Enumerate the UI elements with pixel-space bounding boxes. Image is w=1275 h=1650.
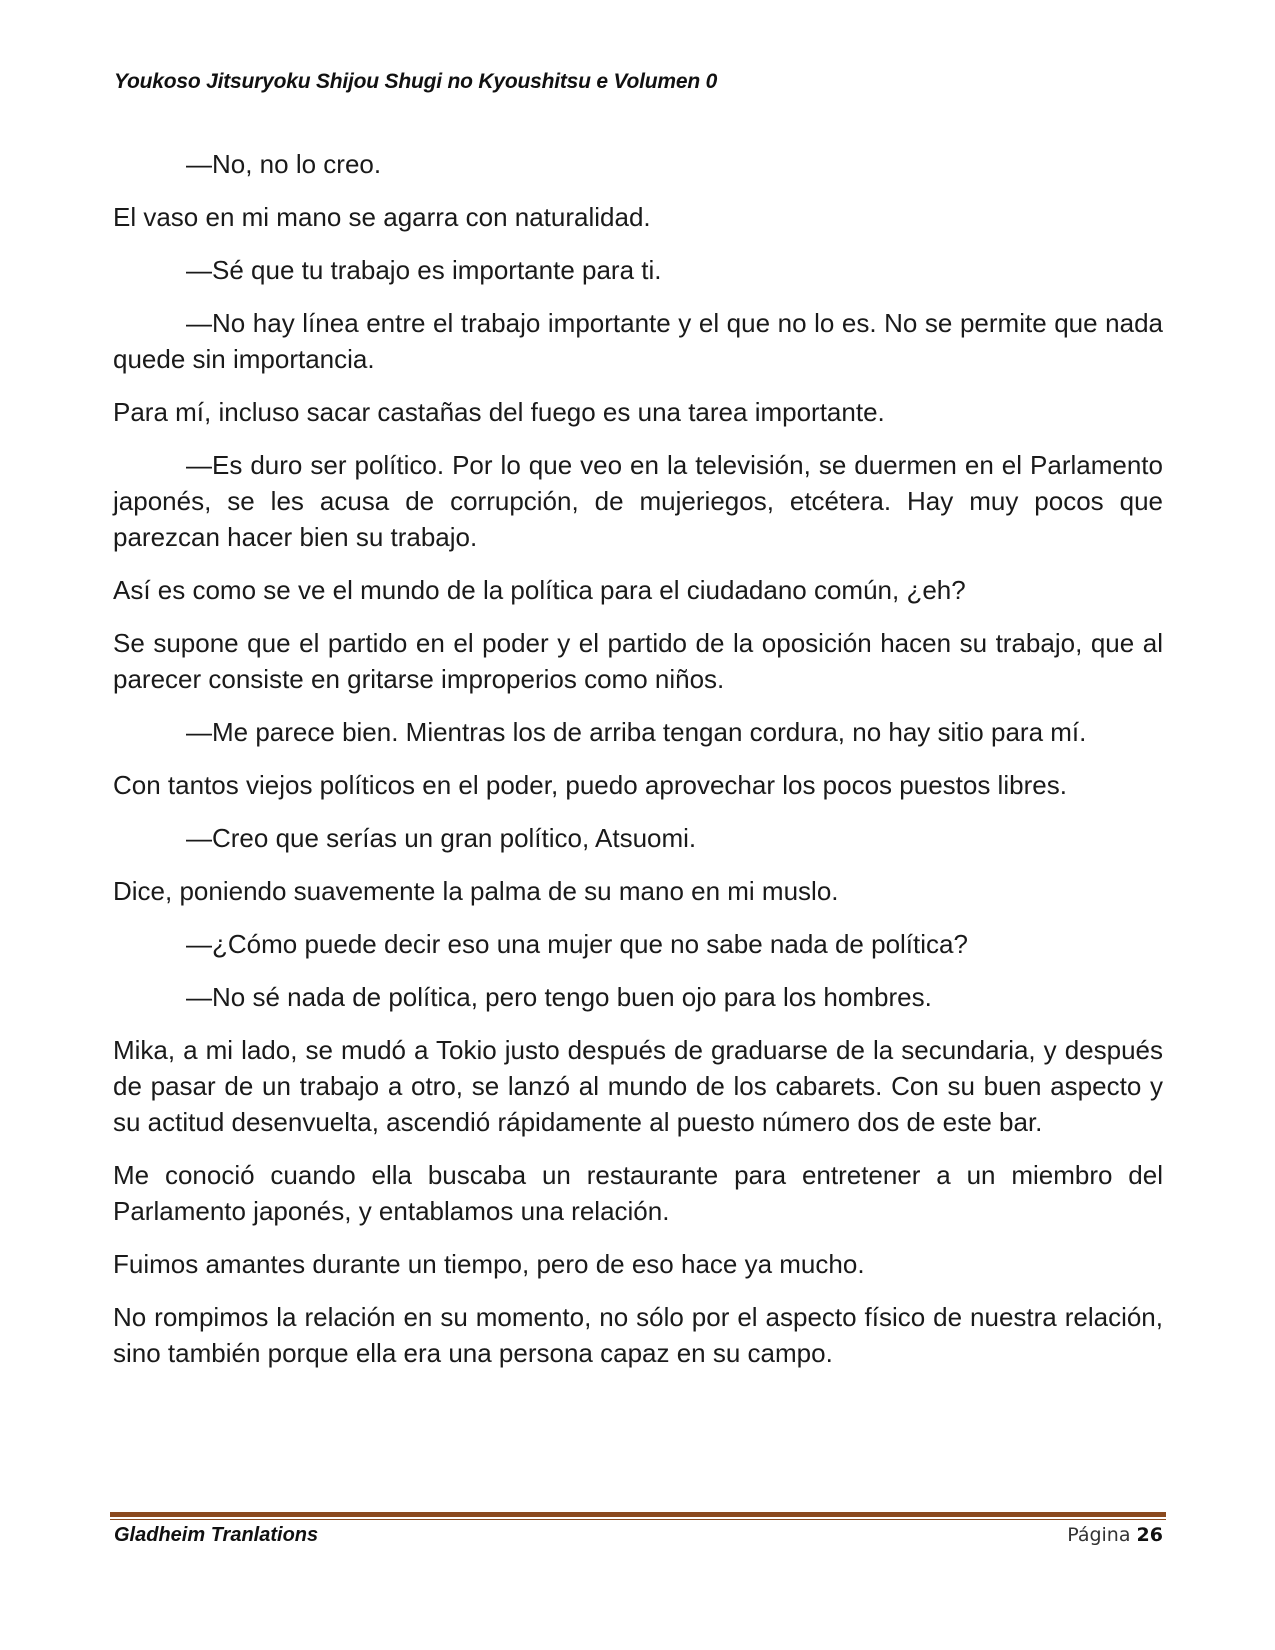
footer-divider-thick [110,1512,1166,1517]
paragraph: Se supone que el partido en el poder y el partido de la oposición hacen su trabajo, que al parecer consiste en gritarse improperios como niños. [113,628,1163,694]
paragraph: El vaso en mi mano se agarra con naturalidad. [113,202,651,232]
paragraph: Con tantos viejos políticos en el poder, puedo aprovechar los pocos puestos libres. [113,770,1067,800]
running-header-title: Youkoso Jitsuryoku Shijou Shugi no Kyoushitsu e Volumen 0 [114,70,718,93]
paragraph: Así es como se ve el mundo de la política para el ciudadano común, ¿eh? [113,575,966,605]
paragraph: Dice, poniendo suavemente la palma de su mano en mi muslo. [113,876,839,906]
paragraph: —No, no lo creo. [186,149,382,179]
paragraph: —¿Cómo puede decir eso una mujer que no sabe nada de política? [186,929,968,959]
paragraph: —Creo que serías un gran político, Atsuomi. [186,823,697,853]
paragraph: No rompimos la relación en su momento, no sólo por el aspecto físico de nuestra relación, sino también porque ella era una persona capaz en su campo. [113,1302,1163,1368]
paragraph: —Me parece bien. Mientras los de arriba tengan cordura, no hay sitio para mí. [186,717,1087,747]
page-number: 26 [1136,1524,1163,1546]
page-label: Página [1067,1524,1131,1546]
footer-divider-thin [110,1519,1166,1520]
paragraph: Fuimos amantes durante un tiempo, pero de eso hace ya mucho. [113,1249,865,1279]
paragraph: Para mí, incluso sacar castañas del fuego es una tarea importante. [113,397,885,427]
paragraph: —Sé que tu trabajo es importante para ti. [186,255,662,285]
paragraph: —No hay línea entre el trabajo importante y el que no lo es. No se permite que nada quede sin importancia. [113,308,1163,374]
page-body [113,146,1163,1388]
footer-divider [110,1512,1166,1520]
footer-page-indicator [1067,1524,1163,1546]
paragraph: Mika, a mi lado, se mudó a Tokio justo después de graduarse de la secundaria, y después de pasar de un trabajo a otro, se lanzó al mundo de los cabarets. Con su buen aspecto y su actitud desenvuelta, ascendió rápidamente al puesto número dos de este bar. [113,1035,1163,1137]
footer-publisher: Gladheim Tranlations [114,1524,319,1546]
paragraph: —No sé nada de política, pero tengo buen ojo para los hombres. [186,982,932,1012]
paragraph: —Es duro ser político. Por lo que veo en la televisión, se duermen en el Parlamento japonés, se les acusa de corrupción, de mujeriegos, etcétera. Hay muy pocos que parezcan hacer bien su trabajo. [113,450,1163,552]
paragraph: Me conoció cuando ella buscaba un restaurante para entretener a un miembro del Parlamento japonés, y entablamos una relación. [113,1160,1163,1226]
